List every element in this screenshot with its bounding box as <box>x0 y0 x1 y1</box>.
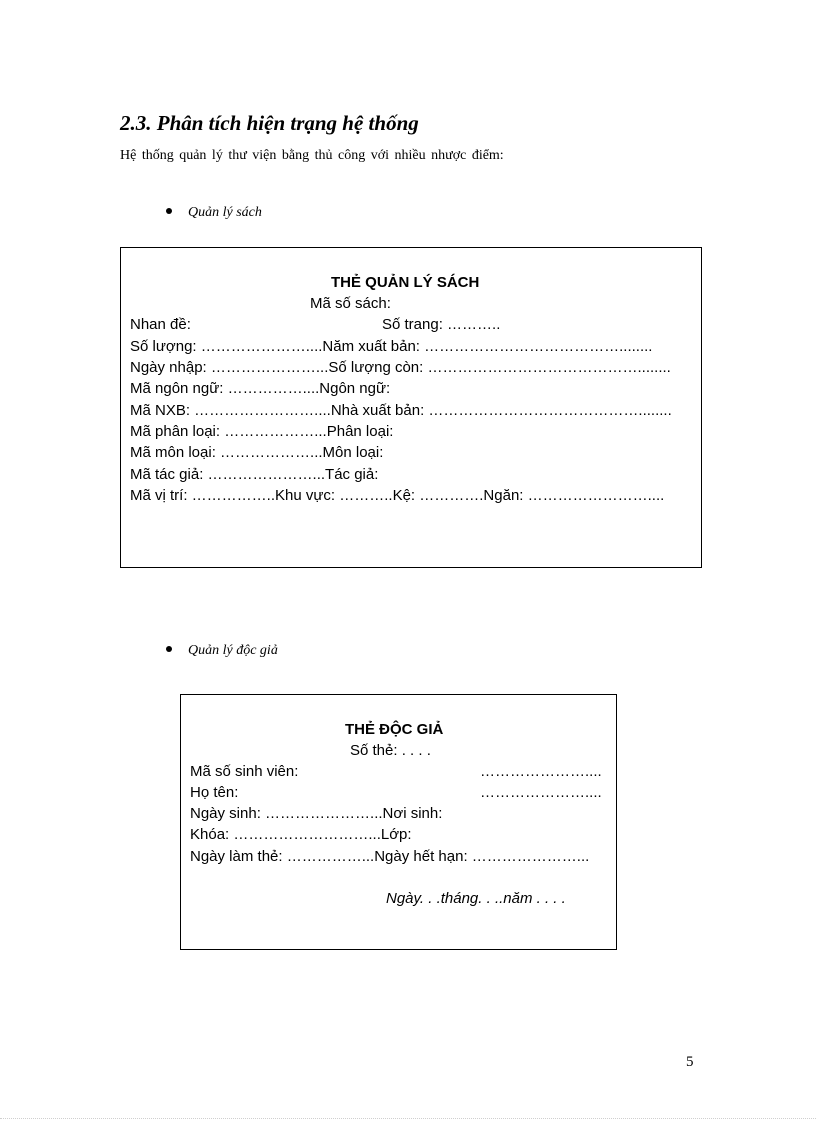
full-name-dots: ………………….... <box>480 784 602 801</box>
book-language-row: Mã ngôn ngữ: ……………....Ngôn ngữ: <box>130 380 391 397</box>
birth-row: Ngày sinh: …………………...Nơi sinh: <box>190 805 443 822</box>
book-publisher-row: Mã NXB: ……………………....Nhà xuất bản: ……………………………………........ <box>130 402 672 419</box>
book-pages-field: Số trang: ……….. <box>382 316 501 333</box>
bullet-icon <box>166 646 172 652</box>
book-card-title: THẺ QUẢN LÝ SÁCH <box>331 274 480 291</box>
book-code-field: Mã số sách: <box>310 295 391 312</box>
reader-card-title: THẺ ĐỘC GIẢ <box>345 721 444 738</box>
book-category-row: Mã phân loại: ………………...Phân loại: <box>130 423 394 440</box>
book-card <box>120 247 702 568</box>
bullet-icon <box>166 208 172 214</box>
book-title-field: Nhan đề: <box>130 316 191 333</box>
page-number: 5 <box>686 1054 694 1070</box>
course-row: Khóa: ………………………...Lớp: <box>190 826 412 843</box>
book-location-row: Mã vị trí: ……………..Khu vực: ………..Kệ: ………….Ngăn: …………………….... <box>130 487 665 504</box>
full-name-field: Họ tên: <box>190 784 239 801</box>
section-heading: 2.3. Phân tích hiện trạng hệ thống <box>120 111 419 135</box>
page-bottom-divider <box>0 1118 816 1119</box>
book-import-row: Ngày nhập: …………………...Số lượng còn: ……………………………………........ <box>130 359 671 376</box>
bullet-label: Quản lý độc giả <box>188 643 278 658</box>
bullet-label: Quản lý sách <box>188 205 262 220</box>
book-subject-row: Mã môn loại: ………………...Môn loại: <box>130 444 384 461</box>
signature-date: Ngày. . .tháng. . ..năm . . . . <box>386 890 566 907</box>
bullet-reader-management <box>166 643 278 659</box>
intro-paragraph: Hệ thống quản lý thư viện bằng thủ công với nhiều nhược điểm: <box>120 148 504 163</box>
book-author-row: Mã tác giả: …………………...Tác giả: <box>130 466 379 483</box>
issue-date-row: Ngày làm thẻ: ……………...Ngày hết hạn: …………………... <box>190 848 590 865</box>
bullet-book-management <box>166 205 262 221</box>
reader-card-number: Số thẻ: . . . . <box>350 742 431 759</box>
reader-card <box>180 694 617 950</box>
book-quantity-row: Số lượng: …………………....Năm xuất bản: …………………………………........ <box>130 338 653 355</box>
student-id-field: Mã số sinh viên: <box>190 763 299 780</box>
student-id-dots: ………………….... <box>480 763 602 780</box>
